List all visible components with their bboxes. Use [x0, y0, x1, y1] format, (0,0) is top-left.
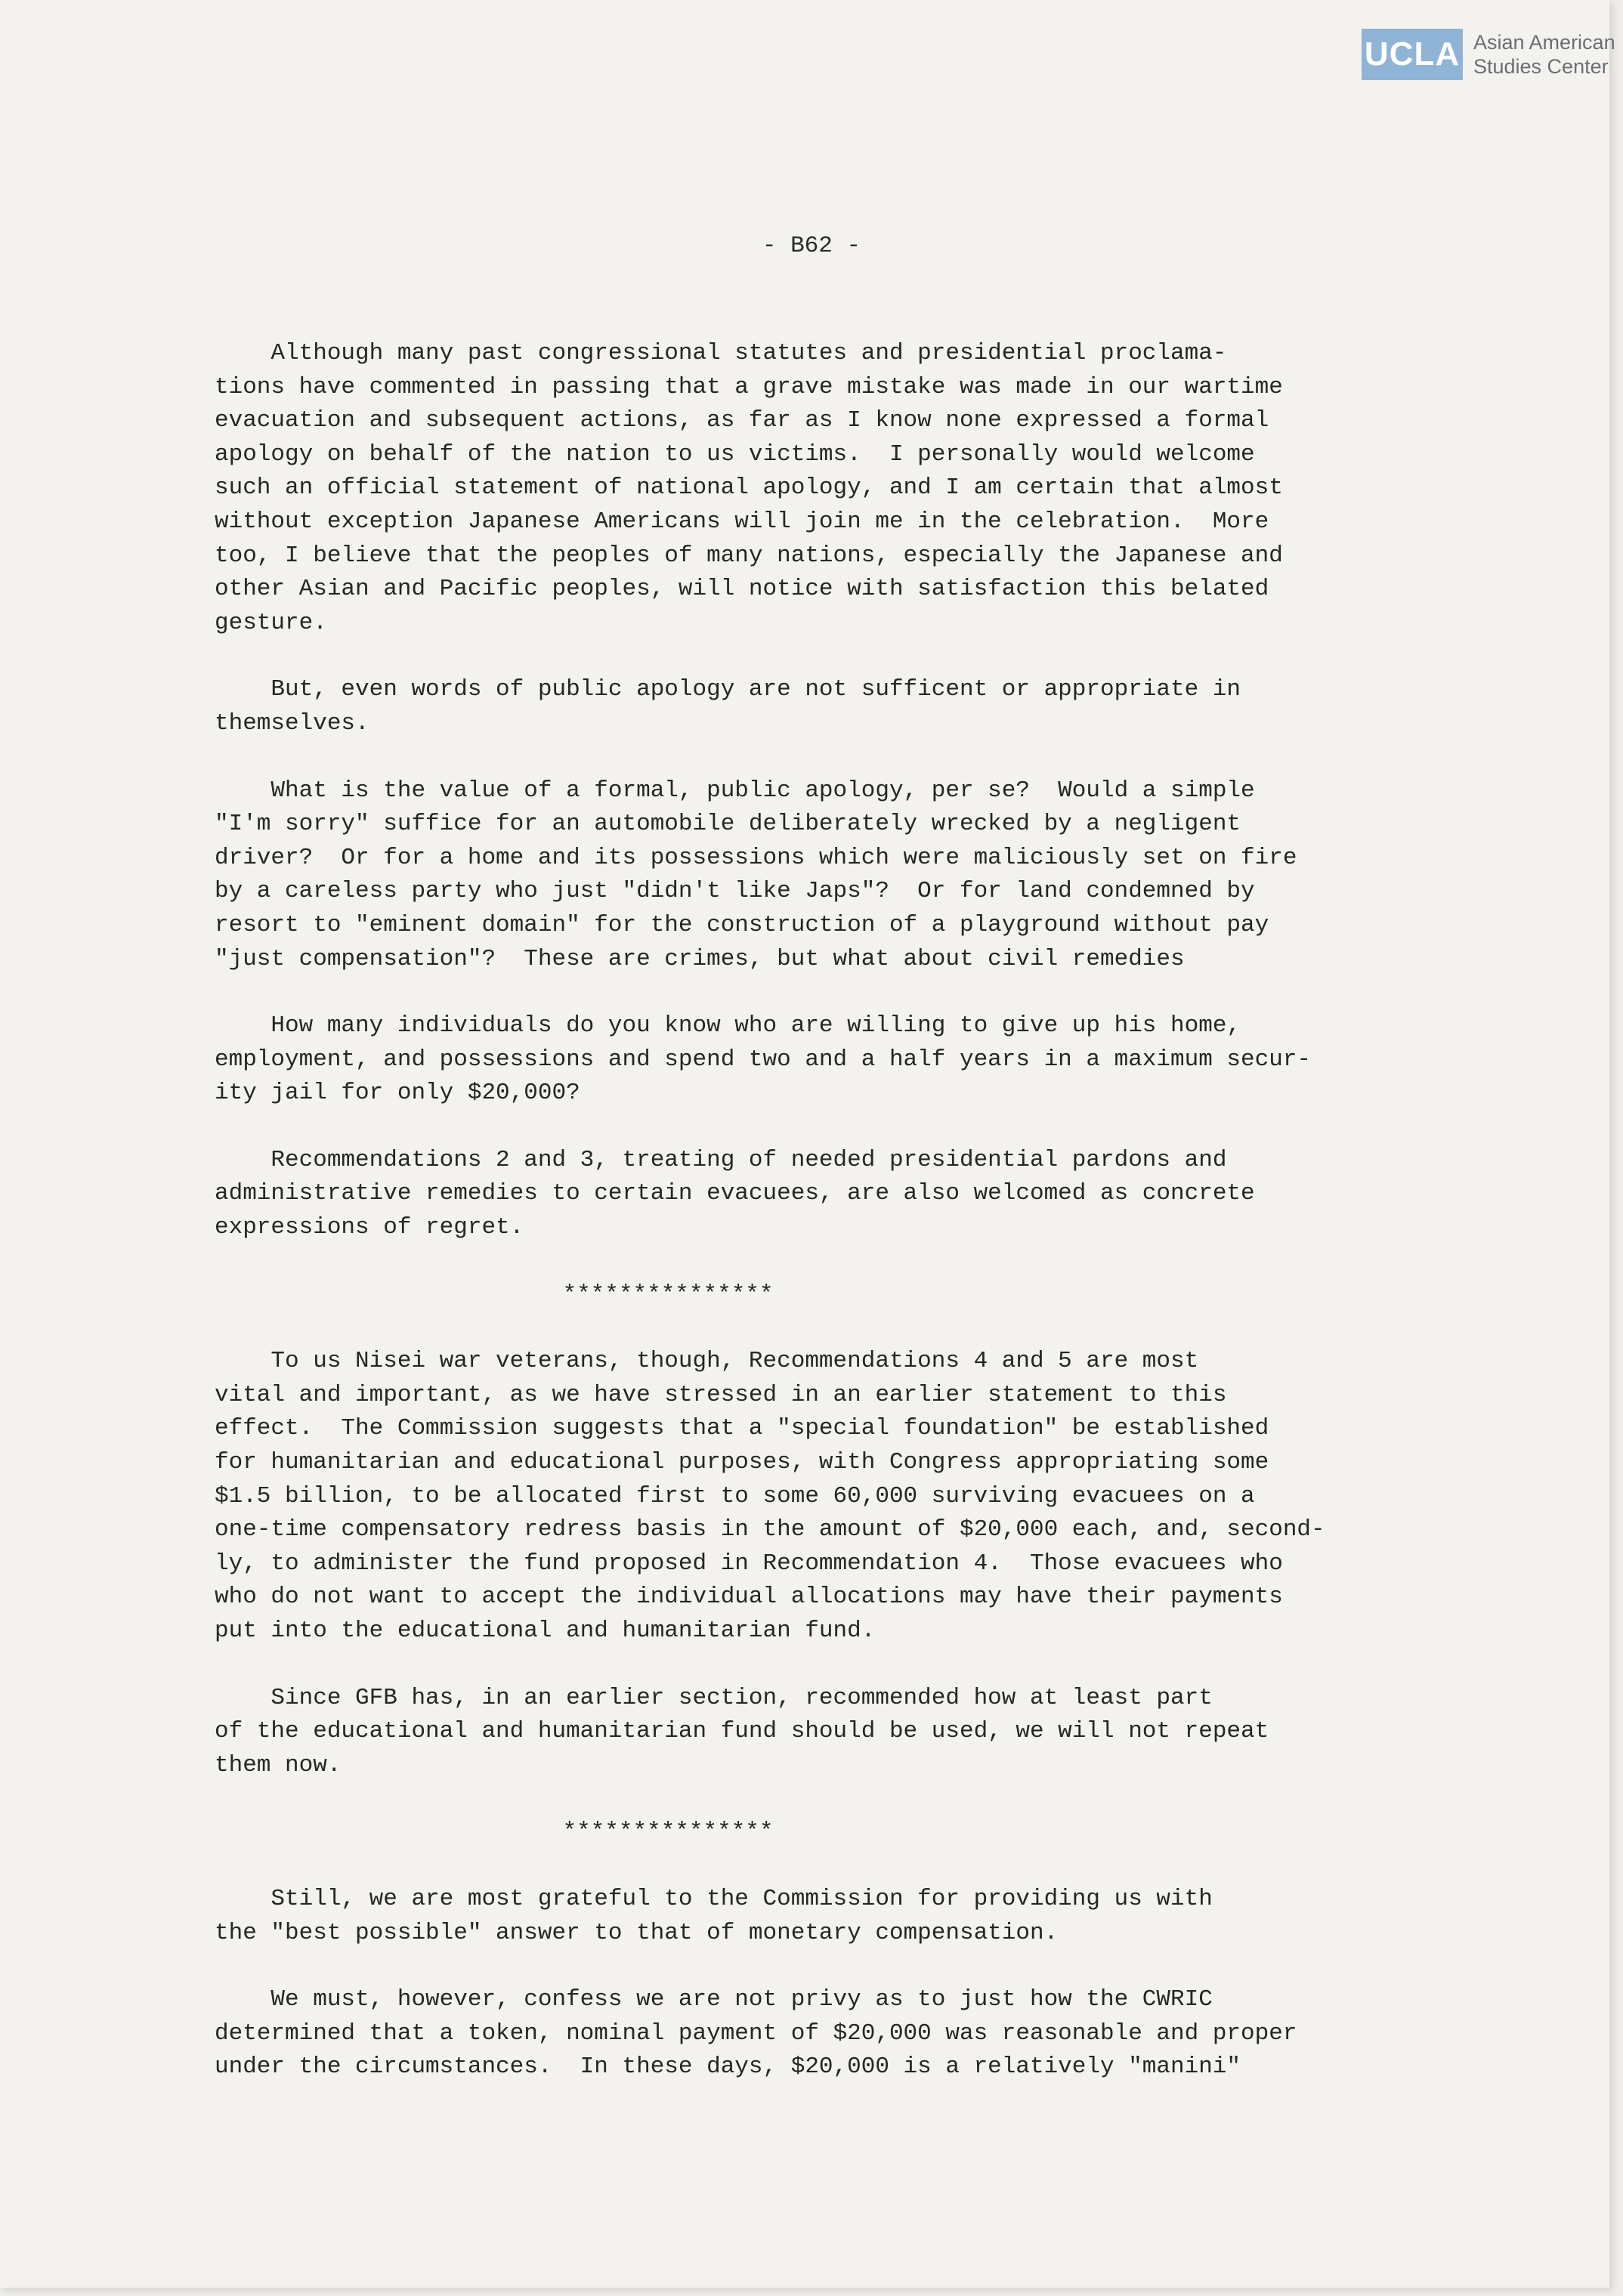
- text-line: driver? Or for a home and its possessions which were maliciously set on fire: [215, 844, 1297, 871]
- logo-caption: [1473, 30, 1615, 79]
- ucla-logo-mark: UCLA: [1362, 29, 1463, 80]
- paragraph-2: [215, 673, 1499, 740]
- page-number: - B62 -: [762, 233, 861, 259]
- text-line: administrative remedies to certain evacuees, are also welcomed as concrete: [215, 1180, 1255, 1207]
- text-line: To us Nisei war veterans, though, Recommendations 4 and 5 are most: [215, 1348, 1199, 1375]
- text-line: by a careless party who just "didn't like Japs"? Or for land condemned by: [215, 878, 1255, 905]
- text-line: vital and important, as we have stressed in an earlier statement to this: [215, 1381, 1227, 1408]
- text-line: employment, and possessions and spend two and a half years in a maximum secur-: [215, 1046, 1312, 1073]
- text-line: But, even words of public apology are not sufficent or appropriate in: [215, 676, 1241, 703]
- logo-caption-line-1: Asian American: [1473, 31, 1615, 54]
- text-line: tions have commented in passing that a grave mistake was made in our wartime: [215, 373, 1283, 400]
- paragraph-3: [215, 774, 1499, 977]
- ucla-aasc-logo: [1362, 29, 1615, 80]
- text-line: effect. The Commission suggests that a "special foundation" be established: [215, 1415, 1269, 1442]
- text-line: too, I believe that the peoples of many nations, especially the Japanese and: [215, 542, 1283, 569]
- text-line: gesture.: [215, 609, 327, 636]
- text-line: of the educational and humanitarian fund should be used, we will not repeat: [215, 1718, 1269, 1745]
- paragraph-1: [215, 337, 1499, 640]
- text-line: other Asian and Pacific peoples, will notice with satisfaction this belated: [215, 576, 1269, 603]
- text-line: without exception Japanese Americans will join me in the celebration. More: [215, 508, 1269, 535]
- text-line: apology on behalf of the nation to us victims. I personally would welcome: [215, 440, 1255, 468]
- text-line: ity jail for only $20,000?: [215, 1080, 580, 1107]
- text-line: Still, we are most grateful to the Commission for providing us with: [215, 1885, 1213, 1912]
- logo-caption-line-2: Studies Center: [1473, 55, 1609, 78]
- text-line: them now.: [215, 1751, 342, 1778]
- section-divider: ***************: [562, 1819, 774, 1846]
- document-body: [215, 337, 1499, 2118]
- paragraph-7: [215, 1682, 1499, 1783]
- section-divider: ***************: [562, 1281, 774, 1308]
- text-line: "I'm sorry" suffice for an automobile deliberately wrecked by a negligent: [215, 811, 1241, 838]
- text-line: determined that a token, nominal payment of $20,000 was reasonable and proper: [215, 2019, 1297, 2047]
- text-line: who do not want to accept the individual allocations may have their payments: [215, 1584, 1283, 1611]
- text-line: Recommendations 2 and 3, treating of needed presidential pardons and: [215, 1146, 1227, 1173]
- text-line: Although many past congressional statutes and presidential proclama-: [215, 340, 1227, 366]
- paragraph-9: [215, 1983, 1499, 2084]
- text-line: themselves.: [215, 709, 369, 737]
- text-line: under the circumstances. In these days, $20,000 is a relatively "manini": [215, 2053, 1241, 2081]
- paragraph-6: [215, 1345, 1499, 1648]
- text-line: resort to "eminent domain" for the construction of a playground without pay: [215, 911, 1269, 938]
- paragraph-5: [215, 1144, 1499, 1245]
- text-line: the "best possible" answer to that of monetary compensation.: [215, 1919, 1059, 1946]
- text-line: $1.5 billion, to be allocated first to some 60,000 surviving evacuees on a: [215, 1482, 1255, 1510]
- text-line: for humanitarian and educational purposes, with Congress appropriating some: [215, 1449, 1269, 1476]
- text-line: "just compensation"? These are crimes, but what about civil remedies: [215, 945, 1185, 972]
- paragraph-4: [215, 1009, 1499, 1111]
- text-line: We must, however, confess we are not privy as to just how the CWRIC: [215, 1986, 1213, 2013]
- text-line: one-time compensatory redress basis in the amount of $20,000 each, and, second-: [215, 1516, 1325, 1544]
- text-line: put into the educational and humanitarian fund.: [215, 1618, 876, 1644]
- text-line: ly, to administer the fund proposed in Recommendation 4. Those evacuees who: [215, 1550, 1283, 1577]
- text-line: How many individuals do you know who are willing to give up his home,: [215, 1012, 1241, 1040]
- paragraph-8: [215, 1883, 1499, 1950]
- text-line: Since GFB has, in an earlier section, recommended how at least part: [215, 1684, 1213, 1711]
- text-line: What is the value of a formal, public apology, per se? Would a simple: [215, 777, 1255, 804]
- text-line: expressions of regret.: [215, 1214, 524, 1241]
- text-line: evacuation and subsequent actions, as far as I know none expressed a formal: [215, 407, 1269, 434]
- text-line: such an official statement of national apology, and I am certain that almost: [215, 474, 1283, 502]
